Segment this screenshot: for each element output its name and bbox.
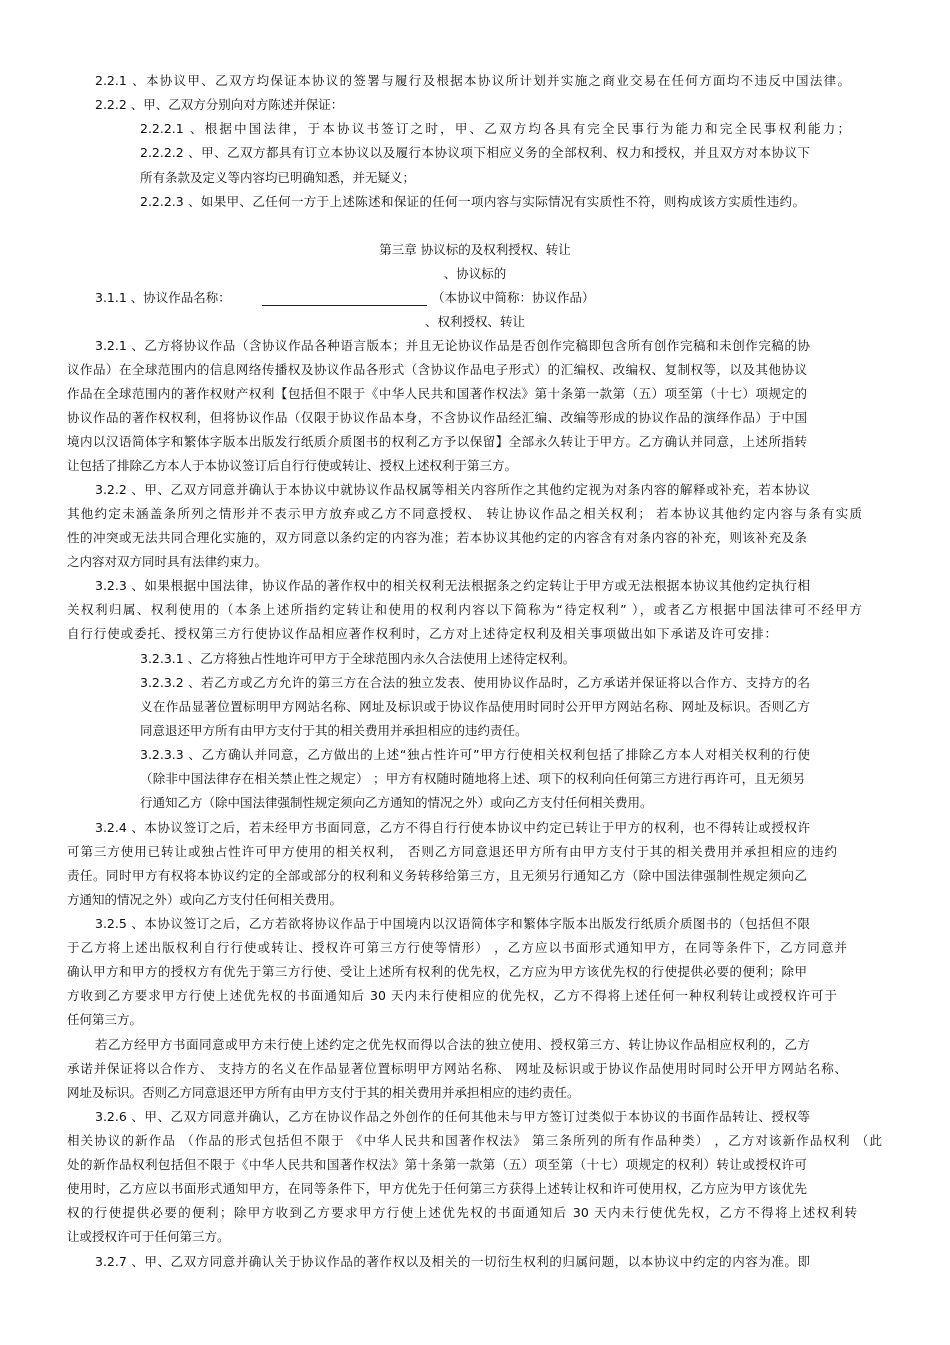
text-line: 可第三方使用已转让或独占性许可甲方使用的相关权利， 否则乙方同意退还甲方所有由甲方支付于其的相关费用并承担相应的违约 xyxy=(67,844,837,859)
text-line: 作品在全球范围内的著作权财产权利【包括但不限于《中华人民共和国著作权法》第十条第一款第（五）项至第（十七）项规定的 xyxy=(67,386,807,401)
text-line: 承诺并保证将以合作方、 支持方的名义在作品显著位置标明甲方网站名称、 网址及标识或于协议作品使用时同时公开甲方网站名称、 xyxy=(67,1061,847,1076)
text-line: 让包括了排除乙方本人于本协议签订后自行行使或转让、授权上述权利于第三方。 xyxy=(67,458,518,473)
text-line: 3.2.4 、本协议签订之后，若未经甲方书面同意，乙方不得自行行使本协议中约定已转让于甲方的权利，也不得转让或授权许 xyxy=(95,820,810,835)
text-line: 方收到乙方要求甲方行使上述优先权的书面通知后 30 天内未行使相应的优先权，乙方不得将上述任何一种权利转让或授权许可于 xyxy=(67,988,837,1003)
text-line: 责任。同时甲方有权将本协议约定的全部或部分的权利和义务转移给第三方，且无须另行通知乙方（除中国法律强制性规定须向乙 xyxy=(67,868,807,883)
text-line: 议作品）在全球范围内的信息网络传播权及协议作品各形式（含协议作品电子形式）的汇编权、改编权、复制权等，以及其他协议 xyxy=(67,362,807,377)
text-line: 3.2.7 、甲、乙双方同意并确认关于协议作品的著作权以及相关的一切衍生权利的归属问题，以本协议中约定的内容为准。即 xyxy=(95,1254,810,1269)
text-line: 协议作品的著作权权利，但将协议作品（仅限于协议作品本身，不含协议作品经汇编、改编等形成的协议作品的演绎作品）于中国 xyxy=(67,410,807,425)
text-line: 3.2.3.1 、乙方将独占性地许可甲方于全球范围内永久合法使用上述待定权利。 xyxy=(140,651,576,666)
text-line: 同意退还甲方所有由甲方支付于其的相关费用并承担相应的违约责任。 xyxy=(140,723,528,738)
text-line: 确认甲方和甲方的授权方有优先于第三方行使、受让上述所有权利的优先权，乙方应为甲方该优先权的行使提供必要的便利；除甲 xyxy=(67,964,807,979)
text-line: 让或授权许可于任何第三方。 xyxy=(67,1229,230,1244)
text-line: 性的冲突或无法共同合理化实施的，双方同意以条约定的内容为准；若本协议其他约定的内容含有对条内容的补充，则该补充及条 xyxy=(67,530,807,545)
text-line: 2.2.2 、甲、乙双方分别向对方陈述并保证： xyxy=(95,97,344,112)
text-line: 2.2.2.1 、根据中国法律，于本协议书签订之时，甲、乙双方均各具有完全民事行为能力和完全民事权利能力； xyxy=(140,121,850,136)
section-heading: 、协议标的 xyxy=(443,266,507,281)
text-line: 3.2.3 、如果根据中国法律，协议作品的著作权中的相关权利无法根据条之约定转让于甲方或无法根据本协议其他约定执行相 xyxy=(95,578,810,593)
text-line: 任何第三方。 xyxy=(67,1012,143,1027)
section-heading: 第三章 协议标的及权利授权、转让 xyxy=(379,242,571,257)
text-line: 3.2.3.2 、若乙方或乙方允许的第三方在合法的独立发表、使用协议作品时，乙方承诺并保证将以合作方、支持方的名 xyxy=(140,675,810,690)
text-line: （除非中国法律存在相关禁止性之规定） ；甲方有权随时随地将上述、项下的权利向任何第三方进行再许可，且无须另 xyxy=(140,771,805,786)
text-line: 网址及标识。否则乙方同意退还甲方所有由甲方支付于其的相关费用并承担相应的违约责任。 xyxy=(67,1085,580,1100)
text-line: 2.2.1 、本协议甲、乙双方均保证本协议的签署与履行及根据本协议所计划并实施之商业交易在任何方面均不违反中国法律。 xyxy=(95,73,850,88)
text-line: 之内容对双方同时具有法律约束力。 xyxy=(67,554,268,569)
text-line: 义在作品显著位置标明甲方网站名称、网址及标识或于协议作品使用时同时公开甲方网站名称、网址及标识。否则乙方 xyxy=(140,699,810,714)
text-line: 2.2.2.2 、甲、乙双方都具有订立本协议以及履行本协议项下相应义务的全部权利、权力和授权，并且双方对本协议下 xyxy=(140,145,810,160)
section-heading: 、权利授权、转让 xyxy=(424,314,525,329)
text-line: 3.2.6 、甲、乙双方同意并确认，乙方在协议作品之外创作的任何其他未与甲方签订过类似于本协议的书面作品转让、授权等 xyxy=(95,1109,810,1124)
text-line: 行通知乙方（除中国法律强制性规定须向乙方通知的情况之外）或向乙方支付任何相关费用。 xyxy=(140,795,653,810)
text-line: 方通知的情况之外）或向乙方支付任何相关费用。 xyxy=(67,892,343,907)
text-line: 于乙方将上述出版权利自行行使或转让、授权许可第三方行使等情形） ，乙方应以书面形式通知甲方，在同等条件下，乙方同意并 xyxy=(67,940,847,955)
text-line: 3.2.1 、乙方将协议作品（含协议作品各种语言版本；并且无论协议作品是否创作完稿即包含所有创作完稿和未创作完稿的协 xyxy=(95,338,810,353)
text-line: 权的行使提供必要的便利；除甲方收到乙方要求甲方行使上述优先权的书面通知后 30 天内未行使优先权，乙方不得将上述权利转 xyxy=(67,1205,857,1220)
text-line: 境内以汉语简体字和繁体字版本出版发行纸质介质图书的权利乙方予以保留】全部永久转让于甲方。乙方确认并同意，上述所指转 xyxy=(67,434,807,449)
text-line: 所有条款及定义等内容均已明确知悉，并无疑义； xyxy=(140,170,416,185)
text-line: 若乙方经甲方书面同意或甲方未行使上述约定之优先权而得以合法的独立使用、授权第三方、转让协议作品相应权利的，乙方 xyxy=(95,1037,810,1052)
text-line: 相关协议的新作品 （作品的形式包括但不限于 《中华人民共和国著作权法》 第三条所列的所有作品种类） ，乙方对该新作品权利 （此 xyxy=(67,1133,882,1148)
text-line: 3.2.2 、甲、乙双方同意并确认于本协议中就协议作品权属等相关内容所作之其他约定视为对条内容的解释或补充，若本协议 xyxy=(95,482,810,497)
text-line: （本协议中简称：协议作品） xyxy=(432,290,595,305)
text-line: 使用时，乙方应以书面形式通知甲方，在同等条件下，甲方优先于任何第三方获得上述转让权和许可使用权，乙方应为甲方该优先 xyxy=(67,1181,807,1196)
text-line: 其他约定未涵盖条所列之情形并不表示甲方放弃或乙方不同意授权、 转让协议作品之相关权利； 若本协议其他约定内容与条有实质 xyxy=(67,506,862,521)
text-line: 3.2.3.3 、乙方确认并同意，乙方做出的上述“独占性许可”甲方行使相关权利包括了排除乙方本人对相关权利的行使 xyxy=(140,747,810,762)
text-line: 自行行使或委托、授权第三方行使协议作品相应著作权利时，乙方对上述待定权利及相关事项做出如下承诺及许可安排： xyxy=(67,626,777,641)
text-line: 3.1.1 、协议作品名称： xyxy=(95,290,231,305)
text-line: 处的新作品权利包括但不限于《中华人民共和国著作权法》第十条第一款第（五）项至第（十七）项规定的权利）转让或授权许可 xyxy=(67,1157,807,1172)
text-line: 2.2.2.3 、如果甲、乙任何一方于上述陈述和保证的任何一项内容与实际情况有实质性不符，则构成该方实质性违约。 xyxy=(140,194,805,209)
text-line: 3.2.5 、本协议签订之后，乙方若欲将协议作品于中国境内以汉语简体字和繁体字版本出版发行纸质介质图书的（包括但不限 xyxy=(95,916,810,931)
title-blank-underline xyxy=(262,305,427,306)
text-line: 关权利归属、权利使用的（本条上述所指约定转让和使用的权利内容以下简称为“待定权利” ），或者乙方根据中国法律可不经甲方 xyxy=(67,602,862,617)
